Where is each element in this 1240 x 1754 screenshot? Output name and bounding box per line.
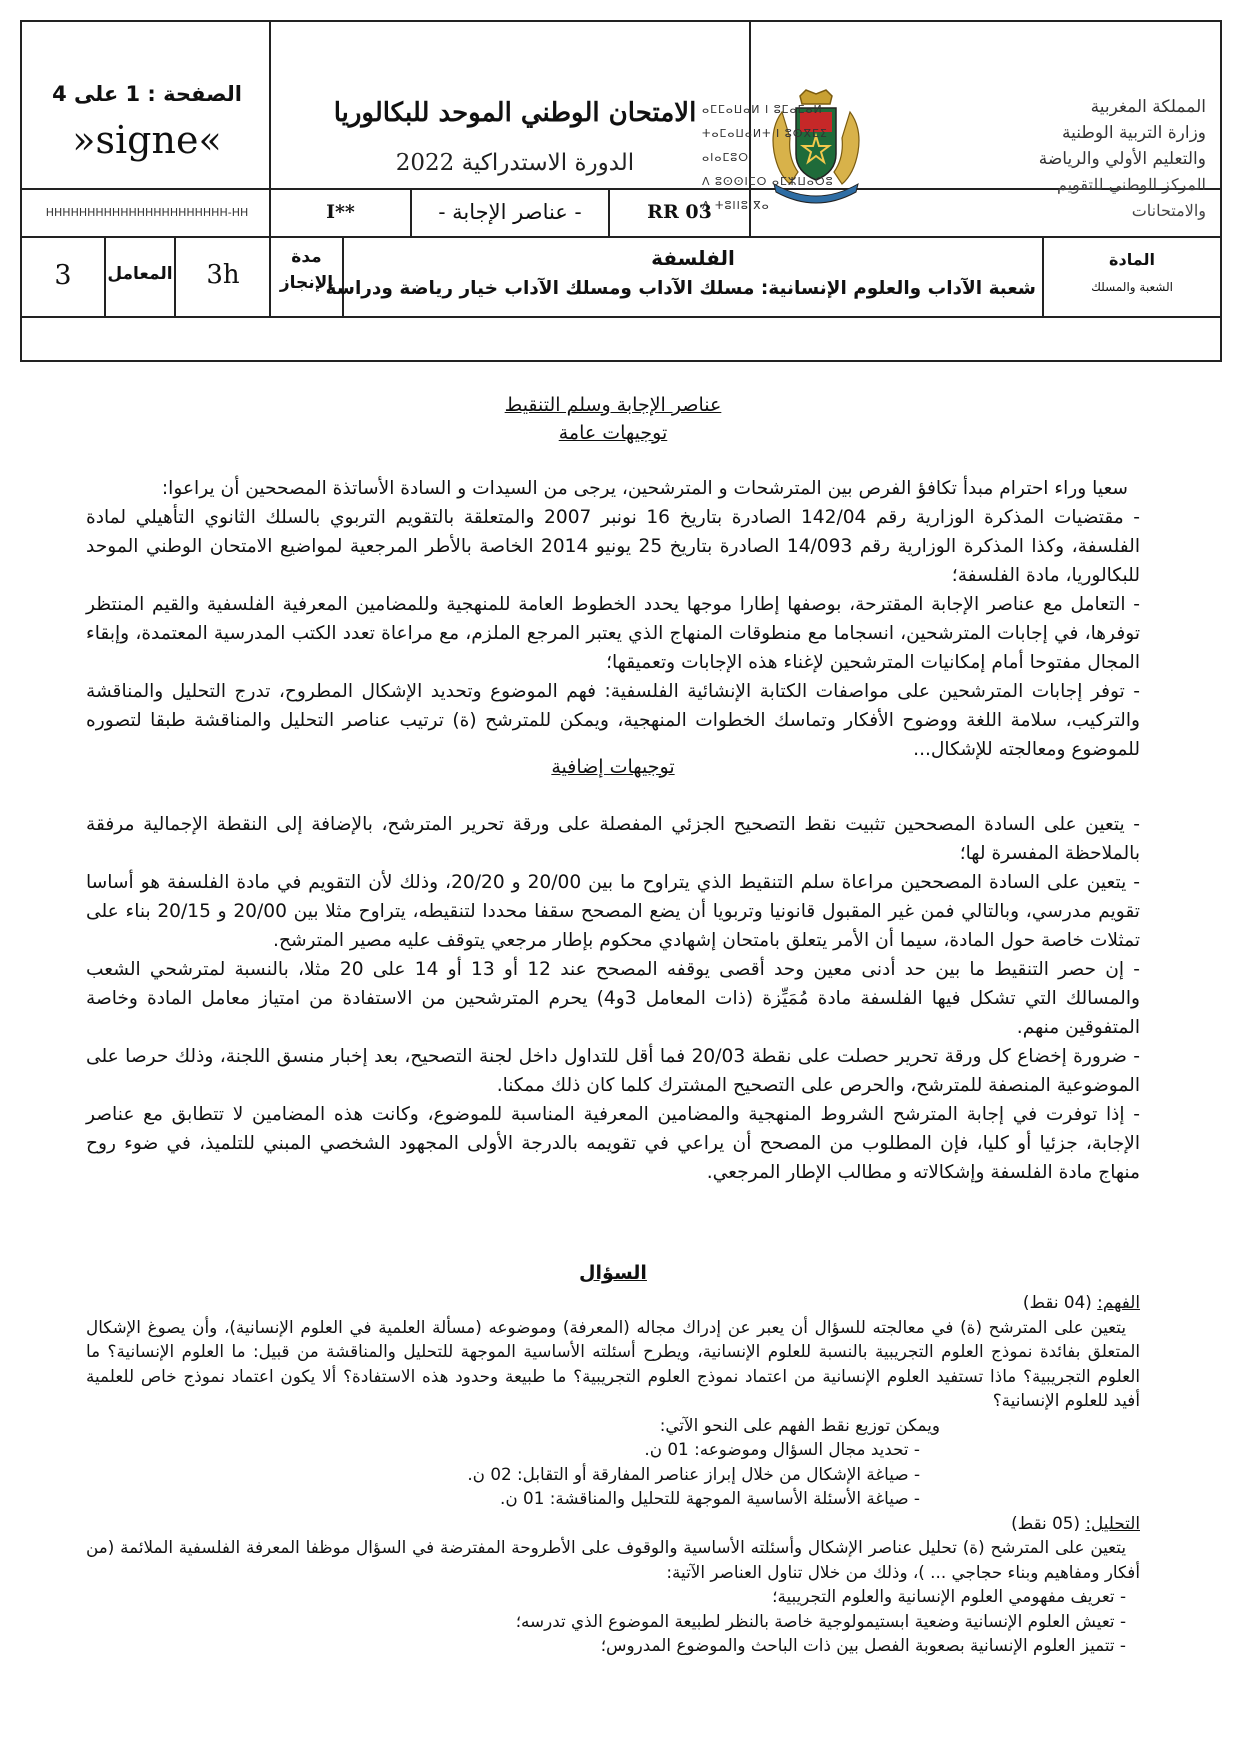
additional-guidelines-heading: توجيهات إضافية [551,756,675,778]
exam-session: الدورة الاستدراكية 2022 [395,150,635,176]
additional-item: - إن حصر التنقيط ما بين حد أدنى معين وحد أقصى يوقفه المصحح عند 12 أو 13 أو 14 على 20 مثلا، بالنسبة لمترشحي الشعب والمسالك التي تشكل فيها الفلسفة مادة مُمَيِّزة (ذات المعامل 3و4) يحرم المترشحين من الاستفادة من امتياز معامل المادة وخاصة المتفوقين منهم. [86,959,1141,1038]
answer-elements-label: - عناصر الإجابة - [438,200,582,224]
additional-item: - ضرورة إخضاع كل ورقة تحرير حصلت على نقطة 20/03 فما أقل للتداول داخل لجنة التصحيح، بعد إخبار منسق اللجنة، وذلك حرصا على الموضوعية المنصفة للمترشح، والحرص على التصحيح المشترك كلما كان ذلك ممكنا. [86,1046,1140,1096]
analysis-item: - تعيش العلوم الإنسانية وضعية ابستيمولوجية خاصة بالنظر لطبيعة الموضوع الذي تدرسه؛ [515,1610,1126,1631]
tifinagh-line: ⵜⴰⵎⴰⵡⴰⵍⵜ ⵏ ⵓⵙⴳⵎⵉ ⴰⵏⴰⵎⵓⵔ [702,127,828,164]
guidelines-opening: سعيا وراء احترام مبدأ تكافؤ الفرص بين المترشحات و المترشحين، يرجى من السيدات و السادة الأساتذة المصححين أن يراعوا: [161,478,1128,499]
analysis-item: - تعريف مفهومي العلوم الإنسانية والعلوم التجريبية؛ [772,1586,1126,1606]
additional-item: - يتعين على السادة المصححين تثبيت نقط التصحيح الجزئي المفصلة على ورقة تحرير المترشح، بالإضافة إلى النقطة الإجمالية مرفقة بالملاحظة المفسرة لها؛ [86,814,1140,864]
distribution-item: - صياغة الإشكال من خلال إبراز عناصر المفارقة أو التقابل: 02 ن. [467,1463,920,1484]
ministry-line: وزارة التربية الوطنية [1061,123,1206,143]
additional-item: - يتعين على السادة المصححين مراعاة سلم التنقيط الذي يتراوح ما بين 20/00 و 20/20، وذلك لأن التقويم في مادة الفلسفة هو أساسا تقويم مدرسي، وبالتالي فمن غير المقبول قانونيا وتربويا أن يضع المصحح سقفا محددا لتنقيطه، يتراوح مثلا بين 20/00 و 20/15 بناء على تمثلات خاصة حول المادة، سيما أن الأمر يتعلق بامتحان إشهادي محكوم بإطار مرجعي يتوقف عليه مصير المترشح. [86,872,1140,951]
subject-label: المادة [1109,250,1155,269]
exam-stars: I** [326,201,355,223]
coef-value: 3 [54,260,72,291]
exam-title: الامتحان الوطني الموحد للبكالوريا [333,98,697,128]
exam-code: HHHHHHHHHHHHHHHHHHHHHH-HH [45,206,249,219]
header-divider [22,236,1220,238]
guideline-item: - توفر إجابات المترشحين على مواصفات الكتابة الإنشائية الفلسفية: فهم الموضوع وتحديد الإشكال المطروح، تدرج التحليل والمناقشة والتركيب، سلامة اللغة ووضوح الأفكار وتماسك الخطوات المنهجية، ويمكن للمترشح (ة) ترتيب عناصر التحليل والمناقشة طبقا لتصوره للموضوع ومعالجته للإشكال... [86,681,1140,760]
signe-mark: »signe« [72,118,222,162]
distribution-intro: ويمكن توزيع نقط الفهم على النحو الآتي: [659,1414,940,1435]
ministry-line: المركز الوطني للتقويم والامتحانات [1057,175,1206,220]
distribution-item: - صياغة الأسئلة الأساسية الموجهة للتحليل والمناقشة: 01 ن. [500,1488,920,1508]
duration-value: 3h [206,260,240,290]
general-guidelines [86,474,1140,764]
rr-code: RR 03 [647,201,712,223]
ministry-name [1001,94,1206,224]
distribution-item: - تحديد مجال السؤال وموضوعه: 01 ن. [644,1439,920,1459]
branch-value: شعبة الآداب والعلوم الإنسانية: مسلك الآداب ومسلك الآداب خيار رياضة ودراسة [325,278,1036,299]
guideline-item: - مقتضيات المذكرة الوزارية رقم 142/04 الصادرة بتاريخ 16 نونبر 2007 والمتعلقة بالتقويم التربوي بالسلك الثانوي التأهيلي لمادة الفلسفة، وكذا المذكرة الوزارية رقم 14/093 الصادرة بتاريخ 25 يونيو 2014 الخاصة بالأطر المرجعية لمواضيع الامتحان الوطني الموحد للبكالوريا، مادة الفلسفة؛ [86,507,1140,586]
duration-label-text: مدة الإنجاز [279,247,334,293]
page-number: الصفحة : 1 على 4 [52,82,242,106]
tifinagh-line: ⴷ ⵓⵙⵙⵏⵎⵔ ⴰⵎⵣⵡⴰⵔⵓ ⴷ ⵜⵓⵏⵏⵓⵏⴳⴰ [702,175,834,212]
analysis-heading [86,1511,1140,1536]
coef-label: المعامل [107,264,173,284]
tifinagh-line: ⴰⵎⵎⴰⵡⴰⵍ ⵏ ⵓⵎⴰⵎⴰⵍ [702,103,823,116]
additional-item: - إذا توفرت في إجابة المترشح الشروط المنهجية والمضامين المعرفية المناسبة للموضوع، وكانت هذه المضامين لا تتطابق مع عناصر الإجابة، جزئيا أو كليا، فإن المطلوب من المصحح أن يراعي في تقويمه بالدرجة الأولى المجهود الشخصي المبني للتلميذ، في ضوء روح منهاج مادة الفلسفة وإشكالاته و مطالب الإطار المرجعي. [86,1104,1140,1183]
subject-value: الفلسفة [651,246,735,270]
duration-label [271,244,342,296]
header-divider [22,316,1220,318]
general-guidelines-heading: توجيهات عامة [558,422,668,444]
additional-guidelines [86,810,1140,1187]
understanding-title: الفهم: [1097,1292,1140,1312]
understanding-points: (04 نقط) [1022,1292,1092,1312]
analysis-text: يتعين على المترشح (ة) تحليل عناصر الإشكال وأسئلته الأساسية والوقوف على الأطروحة المفترضة في السؤال موظفا المعرفة الفلسفية الملائمة (من أفكار ومفاهيم وبناء حجاجي ... )، وذلك من خلال تناول العناصر الآتية: [86,1537,1140,1582]
analysis-points: (05 نقط) [1011,1512,1080,1533]
understanding-text: يتعين على المترشح (ة) في معالجته للسؤال أن يعبر عن إدراك مجاله (المعرفة) وموضوعه (مسألة العلمية في العلوم الإنسانية)، وأن يصوغ الإشكال المتعلق بفائدة نموذج العلوم التجريبية بالنسبة للعلوم الإنسانية، ويطرح أسئلته الأساسية الموجهة للتحليل والمناقشة من قبيل: ما العلوم الإنسانية؟ ما العلوم التجريبية؟ ماذا تستفيد العلوم الإنسانية من اعتماد نموذج العلوم التجريبية؟ ما طبيعة وحدود هذه الاستفادة؟ ألا يكون اعتماد نموذج خاص للعلمية أفيد للعلوم الإنسانية؟ [86,1316,1140,1410]
question-section [86,1290,1140,1658]
analysis-title: التحليل: [1085,1512,1140,1533]
analysis-item: - تتميز العلوم الإنسانية بصعوبة الفصل بين ذات الباحث والموضوع المدروس؛ [600,1635,1126,1655]
understanding-heading [86,1290,1140,1315]
ministry-line: المملكة المغربية [1090,97,1206,117]
answer-key-title: عناصر الإجابة وسلم التنقيط [504,394,722,416]
question-heading: السؤال [579,1262,647,1284]
branch-label: الشعبة والمسلك [1091,280,1173,294]
ministry-line: والتعليم الأولي والرياضة [1038,149,1206,169]
header-divider [1042,236,1044,316]
exam-header-table [20,20,1222,362]
guideline-item: - التعامل مع عناصر الإجابة المقترحة، بوصفها إطارا موجها يحدد الخطوط العامة للمنهجية وللمضامين المعرفية الفلسفية والقيم المنتظر توفرها، في إجابات المترشحين، انسجاما مع منطوقات المنهاج الذي يعتبر المرجع الملزم، مع مراعاة تعدد الكتب المدرسية المعتمدة، وإبقاء المجال مفتوحا أمام إمكانيات المترشحين لإغناء هذه الإجابات وتعميقها؛ [86,594,1140,673]
